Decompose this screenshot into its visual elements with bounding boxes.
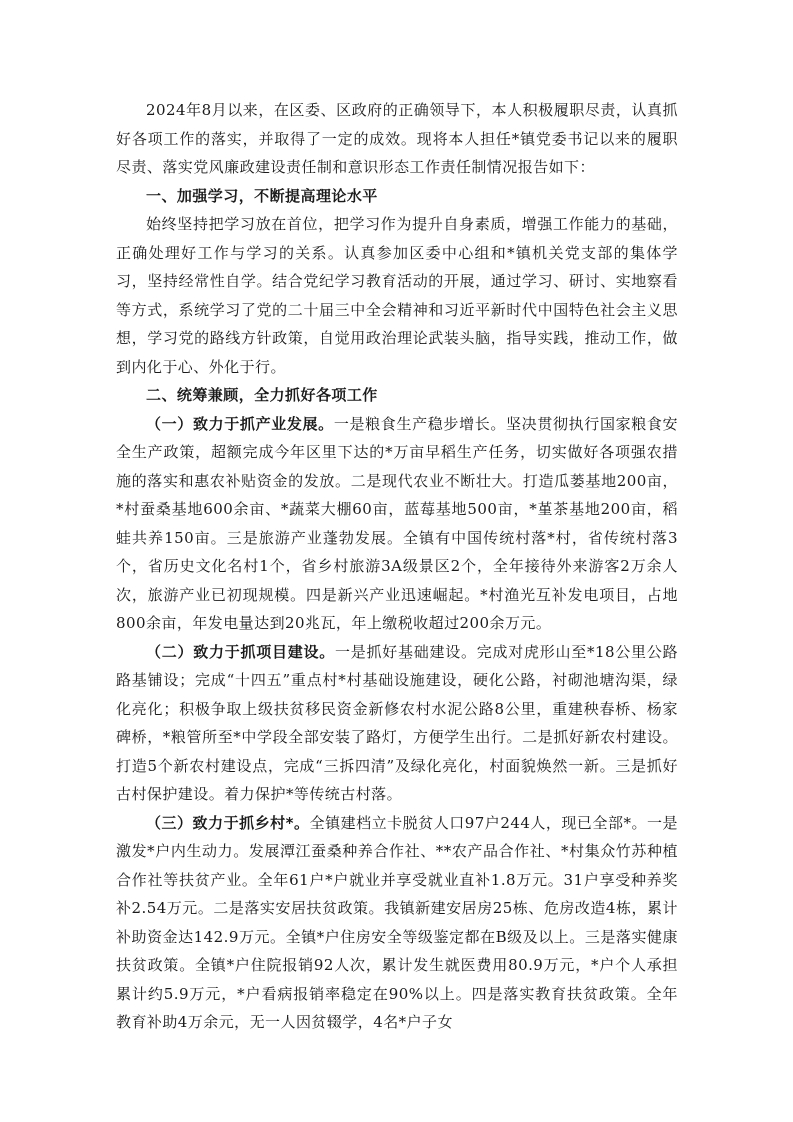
item-village-body: 全镇建档立卡脱贫人口97户244人，现已全部*。一是激发*户内生动力。发展潭江蚕桑种养合作社、**农产品合作社、*村集众竹苏种植合作社等扶贫产业。全年61户*户就业并享受就业直补1.8万元。31户享受种养奖补2.54万元。二是落实安居扶贫政策。我镇新建安居房25栋、危房改造4栋，累计补助资金达142.9万元。全镇*户住房安全等级鉴定都在B级及以上。三是落实健康扶贫政策。全镇*户住院报销92人次，累计发生就医费用80.9万元，*户个人承担累计约5.9万元，*户看病报销率稳定在90%以上。四是落实教育扶贫政策。全年教育补助4万余元，无一人因贫辍学，4名*户子女 [116,813,679,1031]
item-projects-lead: （二）致力于抓项目建设。 [146,642,336,661]
section-1-heading: 一、加强学习，不断提高理论水平 [146,186,378,205]
item-village-paragraph [116,809,678,1037]
item-village-lead: （三）致力于抓乡村*。 [146,813,310,832]
item-industry-body: 一是粮食生产稳步增长。坚决贯彻执行国家粮食安全生产政策，超额完成今年区里下达的*万亩早稻生产任务，切实做好各项强农措施的落实和惠农补贴资金的发放。二是现代农业不断壮大。打造瓜蒌基地200亩，*村蚕桑基地600余亩、*蔬菜大棚60亩，蓝莓基地500亩，*堇茶基地200亩，稻蛙共养150亩。三是旅游产业蓬勃发展。全镇有中国传统村落*村，省传统村落3个，省历史文化名村1个，省乡村旅游3A级景区2个，全年接待外来游客2万余人次，旅游产业已初现规模。四是新兴产业迅速崛起。*村渔光互补发电项目，占地800余亩，年发电量达到20兆瓦，年上缴税收超过200余万元。 [116,414,679,632]
item-projects-body: 一是抓好基础建设。完成对虎形山至*18公里公路路基铺设；完成“十四五”重点村*村基础设施建设，硬化公路，衬砌池塘沟渠，绿化亮化；积极争取上级扶贫移民资金新修农村水泥公路8公里，重建秧春桥、杨家碑桥，*粮管所至*中学段全部安装了路灯，方便学生出行。二是抓好新农村建设。打造5个新农村建设点，完成“三拆四清”及绿化亮化，村面貌焕然一新。三是抓好古村保护建设。着力保护*等传统古村落。 [116,642,678,803]
document-page [116,96,678,1037]
section-2-heading: 二、统筹兼顾，全力抓好各项工作 [146,386,378,404]
section-1-body: 始终坚持把学习放在首位，把学习作为提升自身素质，增强工作能力的基础，正确处理好工作与学习的关系。认真参加区委中心组和*镇机关党支部的集体学习，坚持经常性自学。结合党纪学习教育活动的开展，通过学习、研讨、实地察看等方式，系统学习了党的二十届三中全会精神和习近平新时代中国特色社会主义思想，学习党的路线方针政策，自觉用政治理论武装头脑，指导实践，推动工作，做到内化于心、外化于行。 [116,215,678,376]
item-projects-paragraph [116,638,678,809]
item-industry-paragraph [116,410,678,638]
intro-paragraph: 2024年8月以来，在区委、区政府的正确领导下，本人积极履职尽责，认真抓好各项工作的落实，并取得了一定的成效。现将本人担任*镇党委书记以来的履职尽责、落实党风廉政建设责任制和意识形态工作责任制情况报告如下： [116,101,678,176]
item-industry-lead: （一）致力于抓产业发展。 [146,414,334,433]
